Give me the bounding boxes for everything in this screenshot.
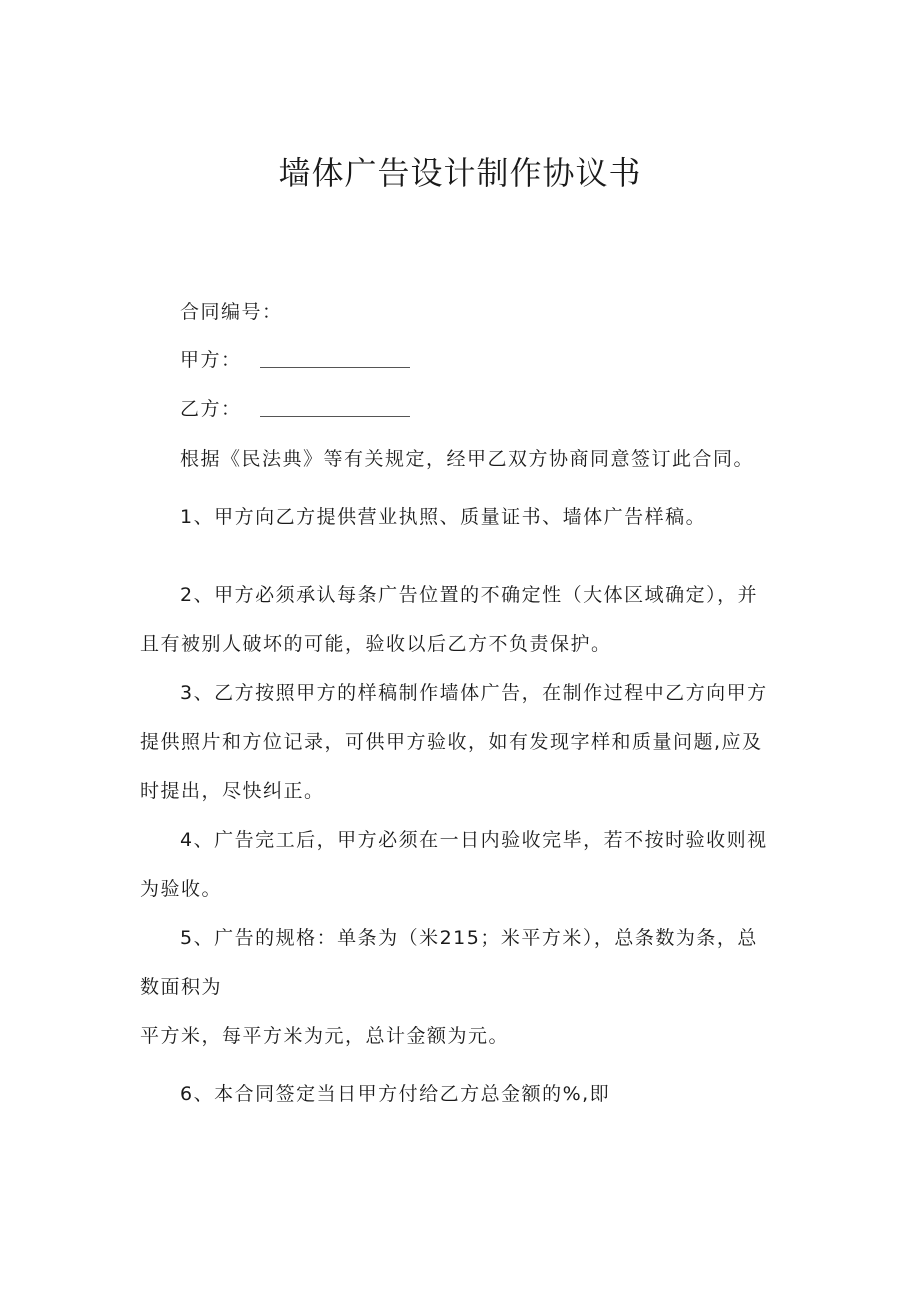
clause-1: 1、甲方向乙方提供营业执照、质量证书、墙体广告样稿。 — [180, 506, 707, 528]
clause-4-line-2: 为验收。 — [140, 878, 223, 900]
contract-number-label: 合同编号： — [180, 301, 283, 323]
clause-3-line-3: 时提出，尽快纠正。 — [140, 780, 325, 802]
party-a-blank-line — [260, 353, 410, 368]
clause-4-line-1: 4、广告完工后，甲方必须在一日内验收完毕，若不按时验收则视 — [180, 829, 768, 851]
party-b-label: 乙方： — [180, 398, 242, 420]
clause-2-line-2: 且有被别人破坏的可能，验收以后乙方不负责保护。 — [140, 633, 612, 655]
clause-3-line-1: 3、乙方按照甲方的样稿制作墙体广告，在制作过程中乙方向甲方 — [180, 682, 768, 704]
clause-5-line-2: 数面积为 — [140, 976, 223, 998]
document-title: 墙体广告设计制作协议书 — [278, 154, 642, 192]
party-b-row — [180, 397, 840, 421]
clause-5-line-3: 平方米，每平方米为元，总计金额为元。 — [140, 1025, 510, 1047]
party-a-label: 甲方： — [180, 349, 242, 371]
intro-paragraph: 根据《民法典》等有关规定，经甲乙双方协商同意签订此合同。 — [180, 448, 755, 470]
clause-6-line-1: 6、本合同签定当日甲方付给乙方总金额的%,即 — [180, 1083, 611, 1105]
clause-3-line-2: 提供照片和方位记录，可供甲方验收，如有发现字样和质量问题,应及 — [140, 731, 763, 753]
party-a-row — [180, 348, 840, 372]
party-b-blank-line — [260, 402, 410, 417]
clause-5-line-1: 5、广告的规格：单条为（米215；米平方米），总条数为条，总 — [180, 927, 758, 949]
clause-2-line-1: 2、甲方必须承认每条广告位置的不确定性（大体区域确定），并 — [180, 584, 759, 606]
